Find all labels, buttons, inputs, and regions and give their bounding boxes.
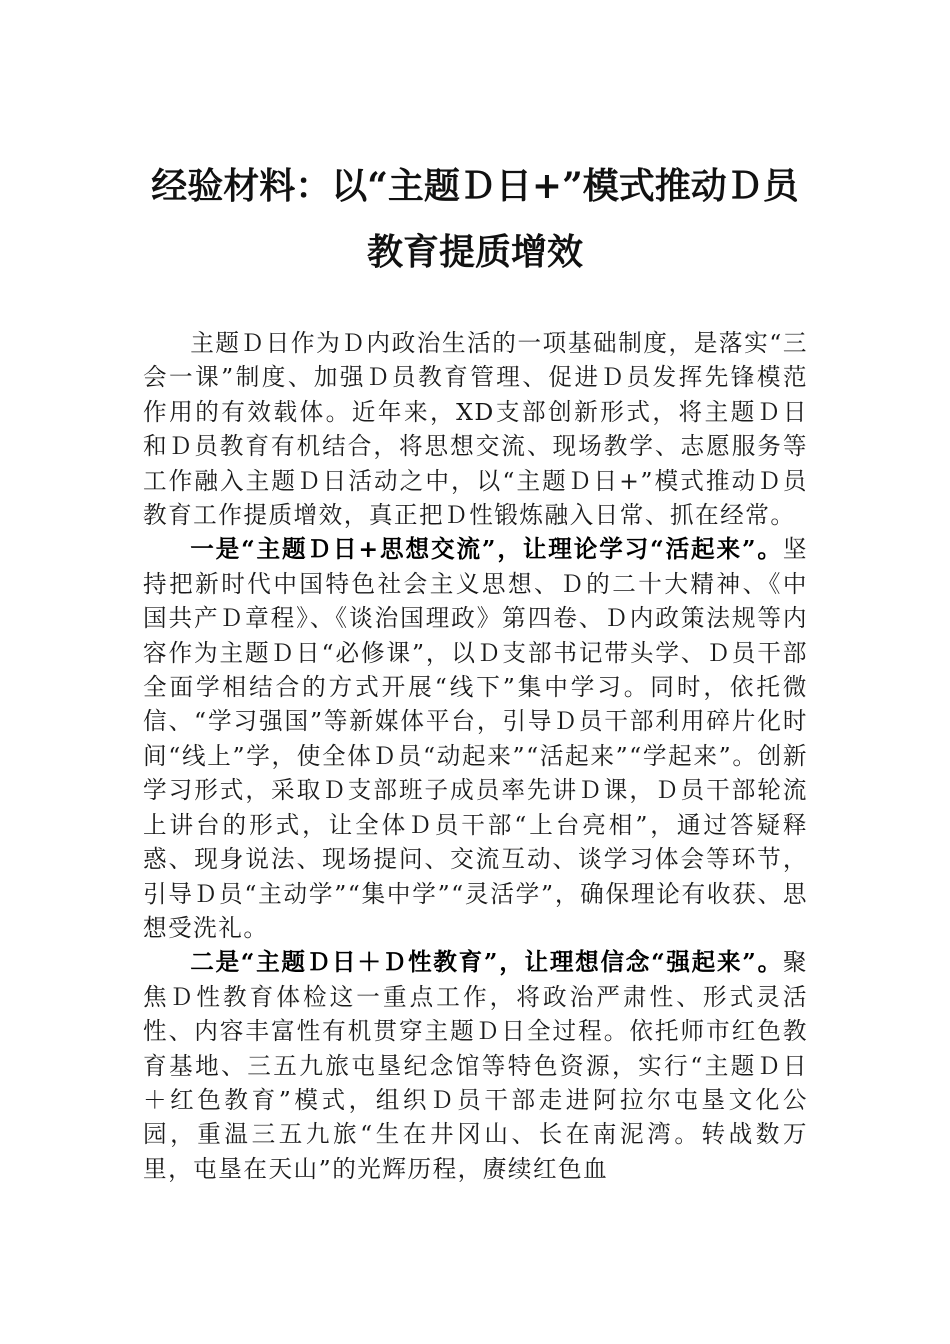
document-title-line-1: 经验材料：以“主题Ｄ日+”模式推动Ｄ员 — [151, 165, 799, 207]
paragraph-text: 主题Ｄ日作为Ｄ内政治生活的一项基础制度，是落实“三会一课”制度、加强Ｄ员教育管理、促进Ｄ员发挥先锋模范作用的有效载体。近年来，XD支部创新形式，将主题Ｄ日和Ｄ员教育有机结合，将思想交流、现场教学、志愿服务等工作融入主题Ｄ日活动之中，以“主题Ｄ日+”模式推动Ｄ员教育工作提质增效，真正把Ｄ性锻炼融入日常、抓在经常。 — [143, 329, 808, 530]
paragraph-lead-heading: 一是“主题Ｄ日+思想交流”，让理论学习“活起来”。 — [190, 535, 783, 564]
document-body — [143, 326, 808, 1186]
paragraph-text: 坚持把新时代中国特色社会主义思想、Ｄ的二十大精神、《中国共产Ｄ章程》、《谈治国理政》第四卷、Ｄ内政策法规等内容作为主题Ｄ日“必修课”，以Ｄ支部书记带头学、Ｄ员干部全面学相结合的方式开展“线下”集中学习。同时，依托微信、“学习强国”等新媒体平台，引导Ｄ员干部利用碎片化时间“线上”学，使全体Ｄ员“动起来”“活起来”“学起来”。创新学习形式，采取Ｄ支部班子成员率先讲Ｄ课，Ｄ员干部轮流上讲台的形式，让全体Ｄ员干部“上台亮相”，通过答疑释惑、现身说法、现场提问、交流互动、谈学习体会等环节，引导Ｄ员“主动学”“集中学”“灵活学”，确保理论有收获、思想受洗礼。 — [143, 535, 808, 942]
paragraph-section-2 — [143, 945, 808, 1186]
paragraph-lead-heading: 二是“主题Ｄ日＋Ｄ性教育”，让理想信念“强起来”。 — [190, 948, 783, 977]
paragraph-intro — [143, 326, 808, 532]
document-title-line-2: 教育提质增效 — [366, 231, 583, 273]
paragraph-section-1 — [143, 532, 808, 945]
paragraph-text: 聚焦Ｄ性教育体检这一重点工作，将政治严肃性、形式灵活性、内容丰富性有机贯穿主题Ｄ日全过程。依托师市红色教育基地、三五九旅屯垦纪念馆等特色资源，实行“主题Ｄ日＋红色教育”模式，组织Ｄ员干部走进阿拉尔屯垦文化公园，重温三五九旅“生在井冈山、长在南泥湾。转战数万里，屯垦在天山”的光辉历程，赓续红色血 — [143, 948, 808, 1183]
